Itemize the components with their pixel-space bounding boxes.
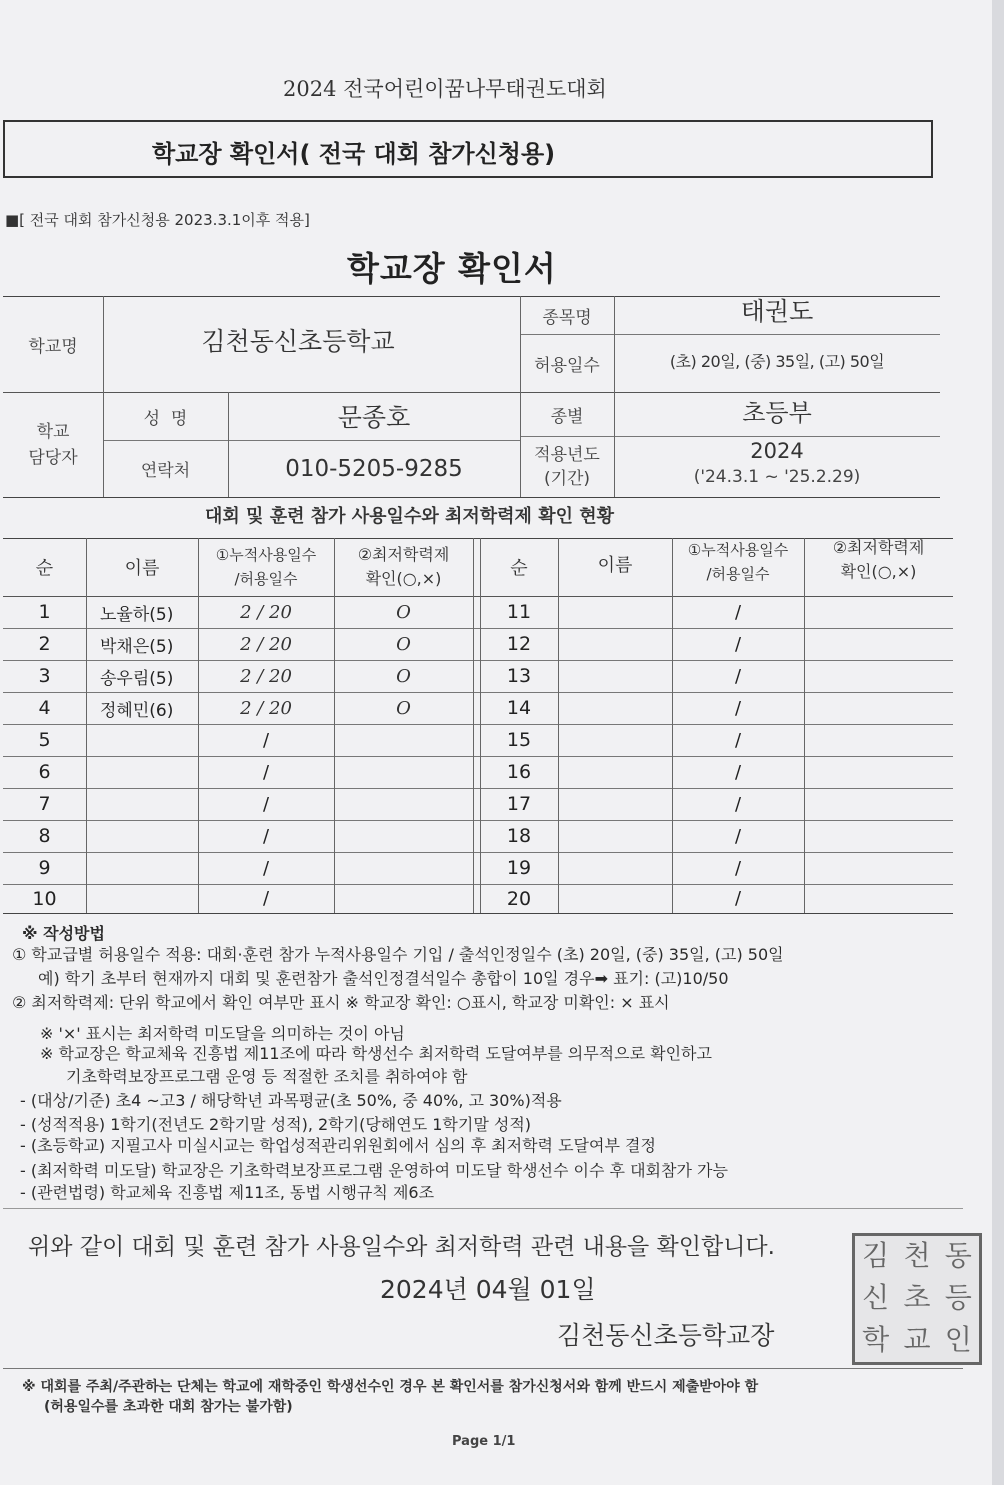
contact-person-label-line2: 담당자 — [28, 447, 78, 468]
header-grade-left — [334, 538, 473, 596]
cell-check — [804, 788, 953, 820]
usage-table-caption: 대회 및 훈련 참가 사용일수와 최저학력제 확인 현황 — [205, 506, 615, 527]
allowed-days-value: (초) 20일, (중) 35일, (고) 50일 — [669, 351, 885, 371]
cell-name — [558, 852, 672, 884]
cell-no: 18 — [506, 825, 532, 847]
cell-check — [804, 596, 953, 628]
stamp-char: 등 — [944, 1281, 972, 1314]
year-value-text: 2024 — [750, 439, 804, 463]
cell-check — [334, 724, 473, 756]
header-days-right-line1: ①누적사용일수 — [687, 541, 789, 559]
cell-name — [558, 884, 672, 913]
cell-check — [334, 852, 473, 884]
phone-value: 010-5205-9285 — [285, 455, 463, 482]
instruction-line: - (초등학교) 지필고사 미실시교는 학업성적관리위원회에서 심의 후 최저학력 도달여부 결정 — [20, 1136, 656, 1155]
cell-name — [86, 756, 198, 788]
cell-days: / — [734, 601, 742, 623]
cell-name: 정혜민(6) — [100, 700, 174, 721]
boxed-title: 학교장 확인서( 전국 대회 참가신청용) — [152, 140, 556, 168]
cell-no: 1 — [38, 601, 51, 623]
instructions-heading: ※ 작성방법 — [22, 924, 105, 943]
scope-note: ■[ 전국 대회 참가신청용 2023.3.1이후 적용] — [5, 211, 310, 229]
header-days-left — [198, 538, 334, 596]
cell-name — [86, 884, 198, 913]
cell-days: / — [734, 793, 742, 815]
year-label-line2: (기간) — [543, 468, 591, 489]
stamp-char: 초 — [903, 1281, 931, 1314]
cell-name — [558, 724, 672, 756]
school-label: 학교명 — [28, 336, 78, 357]
sport-value: 태권도 — [740, 297, 814, 326]
instruction-line: - (대상/기준) 초4 ~고3 / 해당학년 과목평균(초 50%, 중 40%, 고 30%)적용 — [20, 1091, 562, 1110]
instruction-line: ② 최저학력제: 단위 학교에서 확인 여부만 표시 ※ 학교장 확인: ○표시, 학교장 미확인: × 표시 — [12, 993, 670, 1012]
cell-no: 3 — [38, 665, 51, 687]
instruction-line: 기초학력보장프로그램 운영 등 적절한 조치를 취하여야 함 — [66, 1067, 468, 1086]
cell-no: 11 — [506, 601, 532, 623]
cell-no: 8 — [38, 825, 51, 847]
header-days-left-line1: ①누적사용일수 — [215, 546, 317, 564]
stamp-char: 학 — [862, 1323, 890, 1356]
header-grade-right-line1: ②최저학력제 — [832, 538, 925, 557]
cell-days: / — [262, 857, 270, 879]
stamp-char: 천 — [903, 1239, 931, 1272]
cell-name — [558, 692, 672, 724]
instruction-line: 예) 학기 초부터 현재까지 대회 및 훈련참가 출석인정결석일수 총합이 10일 경우➡ 표기: (고)10/50 — [38, 969, 729, 988]
header-grade-left-line1: ②최저학력제 — [357, 545, 450, 564]
cell-days: / — [734, 761, 742, 783]
cell-check — [804, 852, 953, 884]
header-grade-right-line2: 확인(○,×) — [840, 562, 917, 581]
cell-no: 17 — [506, 793, 532, 815]
school-seal-stamp — [852, 1233, 982, 1365]
cell-days: / — [734, 697, 742, 719]
cell-name — [86, 724, 198, 756]
year-label — [520, 436, 614, 497]
instruction-line: - (관련법령) 학교체육 진흥법 제11조, 동법 시행규칙 제6조 — [20, 1183, 435, 1202]
cell-check — [334, 756, 473, 788]
cell-check — [804, 724, 953, 756]
header-no-right: 순 — [510, 558, 528, 579]
cell-no: 14 — [506, 697, 532, 719]
header-days-left-line2: /허용일수 — [234, 570, 298, 588]
stamp-char: 신 — [862, 1281, 890, 1314]
cell-name: 노율하(5) — [100, 604, 174, 625]
cell-days: / — [734, 729, 742, 751]
cell-name: 송우림(5) — [100, 668, 174, 689]
header-name-right: 이름 — [597, 555, 633, 576]
year-value — [614, 434, 940, 494]
cell-no: 13 — [506, 665, 532, 687]
year-label-line1: 적용년도 — [534, 444, 600, 465]
cell-check — [804, 628, 953, 660]
cell-name: 박채은(5) — [100, 636, 174, 657]
cell-check — [804, 820, 953, 852]
page-number: Page 1/1 — [452, 1434, 516, 1449]
cell-days: / — [734, 665, 742, 687]
main-title: 학교장 확인서 — [347, 249, 557, 288]
cell-days: / — [734, 888, 742, 909]
cell-name — [558, 788, 672, 820]
cell-check — [334, 788, 473, 820]
event-title: 2024 전국어린이꿈나무태권도대회 — [283, 77, 607, 101]
cell-check — [334, 820, 473, 852]
stamp-char: 교 — [903, 1323, 931, 1356]
cell-days: / — [262, 825, 270, 847]
header-grade-right — [804, 532, 953, 588]
cell-no: 2 — [38, 633, 51, 655]
cell-no: 12 — [506, 633, 532, 655]
cell-days: / — [262, 761, 270, 783]
sport-label: 종목명 — [542, 307, 592, 328]
cell-days: 2 / 20 — [240, 697, 292, 719]
header-days-right-line2: /허용일수 — [706, 565, 770, 583]
cell-check: O — [396, 601, 411, 623]
header-no-left: 순 — [35, 558, 54, 579]
cell-name — [86, 820, 198, 852]
cell-check: O — [396, 633, 411, 655]
cell-no: 9 — [38, 857, 51, 879]
cell-name — [558, 628, 672, 660]
cell-days: / — [262, 793, 270, 815]
school-value: 김천동신초등학교 — [201, 327, 395, 356]
cell-name — [86, 788, 198, 820]
cell-check — [804, 884, 953, 913]
cell-name — [558, 820, 672, 852]
allowed-days-label: 허용일수 — [534, 355, 600, 376]
instruction-line: ※ 학교장은 학교체육 진흥법 제11조에 따라 학생선수 최저학력 도달여부를 의무적으로 확인하고 — [40, 1044, 712, 1063]
cell-no: 7 — [38, 793, 51, 815]
cell-days: / — [262, 729, 270, 751]
cell-check — [804, 660, 953, 692]
signer-name: 김천동신초등학교장 — [557, 1321, 775, 1350]
stamp-char: 인 — [944, 1323, 972, 1356]
cell-days: 2 / 20 — [240, 665, 292, 687]
category-label: 종별 — [550, 406, 584, 427]
phone-label: 연락처 — [140, 461, 191, 481]
cell-name — [86, 852, 198, 884]
cell-check: O — [396, 665, 411, 687]
footer-note-2: (허용일수를 초과한 대회 참가는 불가함) — [44, 1399, 293, 1415]
cell-days: / — [734, 633, 742, 655]
stamp-char: 김 — [862, 1239, 890, 1272]
header-days-right — [672, 534, 804, 590]
cell-no: 4 — [38, 697, 51, 719]
contact-person-label — [3, 392, 103, 497]
cell-no: 16 — [506, 761, 532, 783]
cell-days: / — [734, 857, 742, 879]
cell-no: 20 — [506, 887, 532, 910]
name-label: 성 명 — [143, 408, 188, 429]
footer-note-1: ※ 대회를 주최/주관하는 단체는 학교에 재학중인 학생선수인 경우 본 확인서를 참가신청서와 함께 반드시 제출받아야 함 — [22, 1379, 759, 1395]
cell-no: 19 — [506, 857, 532, 879]
stamp-char: 동 — [944, 1239, 972, 1272]
cell-no: 5 — [38, 729, 51, 751]
instruction-line: ※ '×' 표시는 최저학력 미도달을 의미하는 것이 아님 — [40, 1024, 405, 1043]
cell-check — [804, 756, 953, 788]
period-value-text: ('24.3.1 ~ '25.2.29) — [693, 467, 861, 487]
cell-name — [558, 596, 672, 628]
cell-no: 10 — [32, 887, 57, 910]
header-name-left: 이름 — [124, 558, 160, 579]
cell-no: 6 — [38, 761, 51, 783]
cell-check — [334, 884, 473, 913]
category-value: 초등부 — [742, 398, 812, 427]
cell-name — [558, 756, 672, 788]
cell-name — [558, 660, 672, 692]
confirmation-statement: 위와 같이 대회 및 훈련 참가 사용일수와 최저학력 관련 내용을 확인합니다. — [28, 1234, 775, 1260]
instruction-line: - (성적적용) 1학기(전년도 2학기말 성적), 2학기(당해연도 1학기말 성적) — [20, 1115, 532, 1134]
cell-check: O — [396, 697, 411, 719]
cell-days: 2 / 20 — [240, 601, 292, 623]
confirmation-date: 2024년 04월 01일 — [380, 1275, 596, 1304]
cell-days: / — [262, 888, 270, 909]
instruction-line: - (최저학력 미도달) 학교장은 기초학력보장프로그램 운영하여 미도달 학생선수 이수 후 대회참가 가능 — [20, 1161, 728, 1180]
cell-check — [804, 692, 953, 724]
cell-days: / — [734, 825, 742, 847]
cell-days: 2 / 20 — [240, 633, 292, 655]
header-grade-left-line2: 확인(○,×) — [365, 569, 442, 588]
cell-no: 15 — [506, 729, 532, 751]
name-value: 문종호 — [337, 403, 411, 432]
instruction-line: ① 학교급별 허용일수 적용: 대회·훈련 참가 누적사용일수 기입 / 출석인정일수 (초) 20일, (중) 35일, (고) 50일 — [12, 945, 784, 964]
contact-person-label-line1: 학교 — [36, 421, 70, 442]
